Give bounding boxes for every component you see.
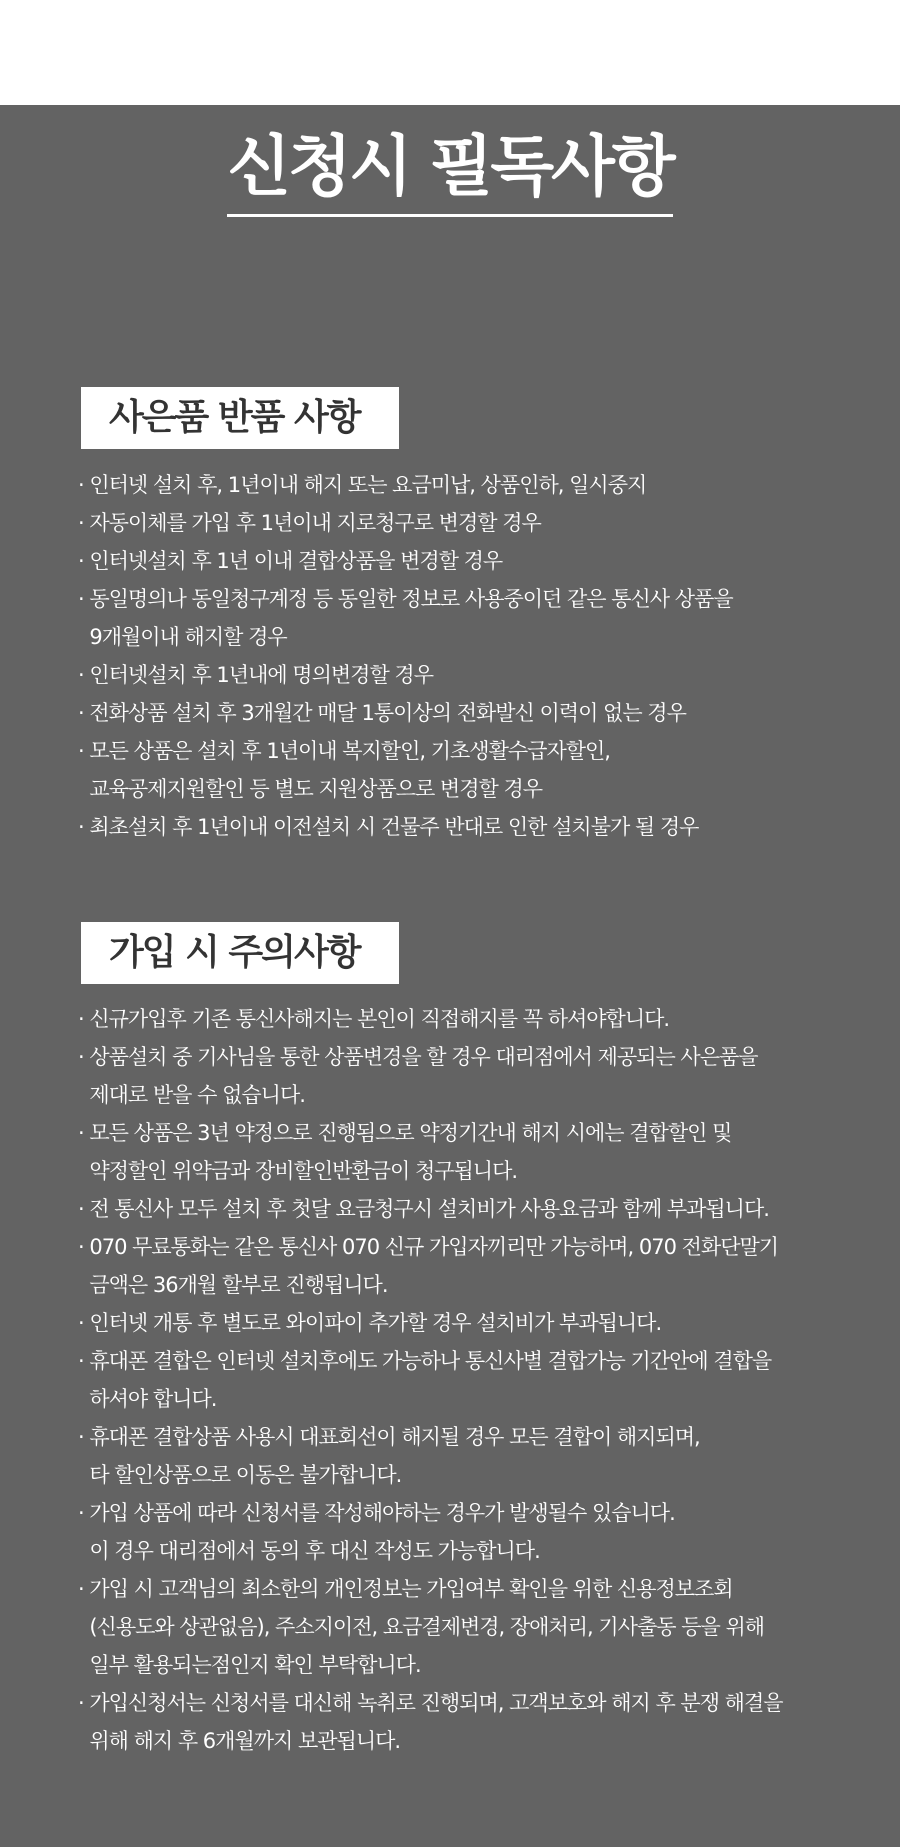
list-item: · 가입신청서는 신청서를 대신해 녹취로 진행되며, 고객보호와 해지 후 분쟁 해결을 xyxy=(78,1691,783,1715)
list-item: · 인터넷 개통 후 별도로 와이파이 추가할 경우 설치비가 부과됩니다. xyxy=(78,1311,662,1335)
list-item: · 휴대폰 결합상품 사용시 대표회선이 해지될 경우 모든 결합이 해지되며, xyxy=(78,1425,700,1449)
list-item: 하셔야 합니다. xyxy=(78,1387,217,1411)
list-item: 약정할인 위약금과 장비할인반환금이 청구됩니다. xyxy=(78,1159,518,1183)
gift-return-list xyxy=(78,466,878,846)
list-item: 금액은 36개월 할부로 진행됩니다. xyxy=(78,1273,388,1297)
top-blank-area xyxy=(0,0,900,105)
list-item: · 모든 상품은 3년 약정으로 진행됨으로 약정기간내 해지 시에는 결합할인 및 xyxy=(78,1121,732,1145)
signup-caution-list xyxy=(78,1000,878,1760)
list-item: · 모든 상품은 설치 후 1년이내 복지할인, 기초생활수급자할인, xyxy=(78,739,610,763)
list-item: 위해 해지 후 6개월까지 보관됩니다. xyxy=(78,1729,401,1753)
list-item: · 가입 시 고객님의 최소한의 개인정보는 가입여부 확인을 위한 신용정보조회 xyxy=(78,1577,733,1601)
page-title-text: 신청시 필독사항 xyxy=(227,124,672,217)
page-title xyxy=(0,124,900,217)
list-item: · 인터넷설치 후 1년 이내 결합상품을 변경할 경우 xyxy=(78,549,503,573)
list-item: 이 경우 대리점에서 동의 후 대신 작성도 가능합니다. xyxy=(78,1539,540,1563)
list-item: · 최초설치 후 1년이내 이전설치 시 건물주 반대로 인한 설치불가 될 경우 xyxy=(78,815,699,839)
list-item: 9개월이내 해지할 경우 xyxy=(78,625,287,649)
list-item: (신용도와 상관없음), 주소지이전, 요금결제변경, 장애처리, 기사출동 등을 위해 xyxy=(78,1615,765,1639)
list-item: 제대로 받을 수 없습니다. xyxy=(78,1083,305,1107)
list-item: · 상품설치 중 기사님을 통한 상품변경을 할 경우 대리점에서 제공되는 사은품을 xyxy=(78,1045,758,1069)
list-item: 교육공제지원할인 등 별도 지원상품으로 변경할 경우 xyxy=(78,777,543,801)
list-item: · 전화상품 설치 후 3개월간 매달 1통이상의 전화발신 이력이 없는 경우 xyxy=(78,701,686,725)
list-item: · 자동이체를 가입 후 1년이내 지로청구로 변경할 경우 xyxy=(78,511,541,535)
list-item: · 휴대폰 결합은 인터넷 설치후에도 가능하나 통신사별 결합가능 기간안에 결합을 xyxy=(78,1349,772,1373)
list-item: · 070 무료통화는 같은 통신사 070 신규 가입자끼리만 가능하며, 070 전화단말기 xyxy=(78,1235,779,1259)
list-item: · 동일명의나 동일청구계정 등 동일한 정보로 사용중이던 같은 통신사 상품을 xyxy=(78,587,733,611)
section-heading-gift-return: 사은품 반품 사항 xyxy=(81,387,399,449)
list-item: 타 할인상품으로 이동은 불가합니다. xyxy=(78,1463,402,1487)
list-item: · 신규가입후 기존 통신사해지는 본인이 직접해지를 꼭 하셔야합니다. xyxy=(78,1007,670,1031)
list-item: · 전 통신사 모두 설치 후 첫달 요금청구시 설치비가 사용요금과 함께 부과됩니다. xyxy=(78,1197,769,1221)
list-item: · 인터넷 설치 후, 1년이내 해지 또는 요금미납, 상품인하, 일시중지 xyxy=(78,473,647,497)
list-item: · 가입 상품에 따라 신청서를 작성해야하는 경우가 발생될수 있습니다. xyxy=(78,1501,675,1525)
list-item: · 인터넷설치 후 1년내에 명의변경할 경우 xyxy=(78,663,433,687)
section-heading-signup-caution: 가입 시 주의사항 xyxy=(81,922,399,984)
list-item: 일부 활용되는점인지 확인 부탁합니다. xyxy=(78,1653,421,1677)
